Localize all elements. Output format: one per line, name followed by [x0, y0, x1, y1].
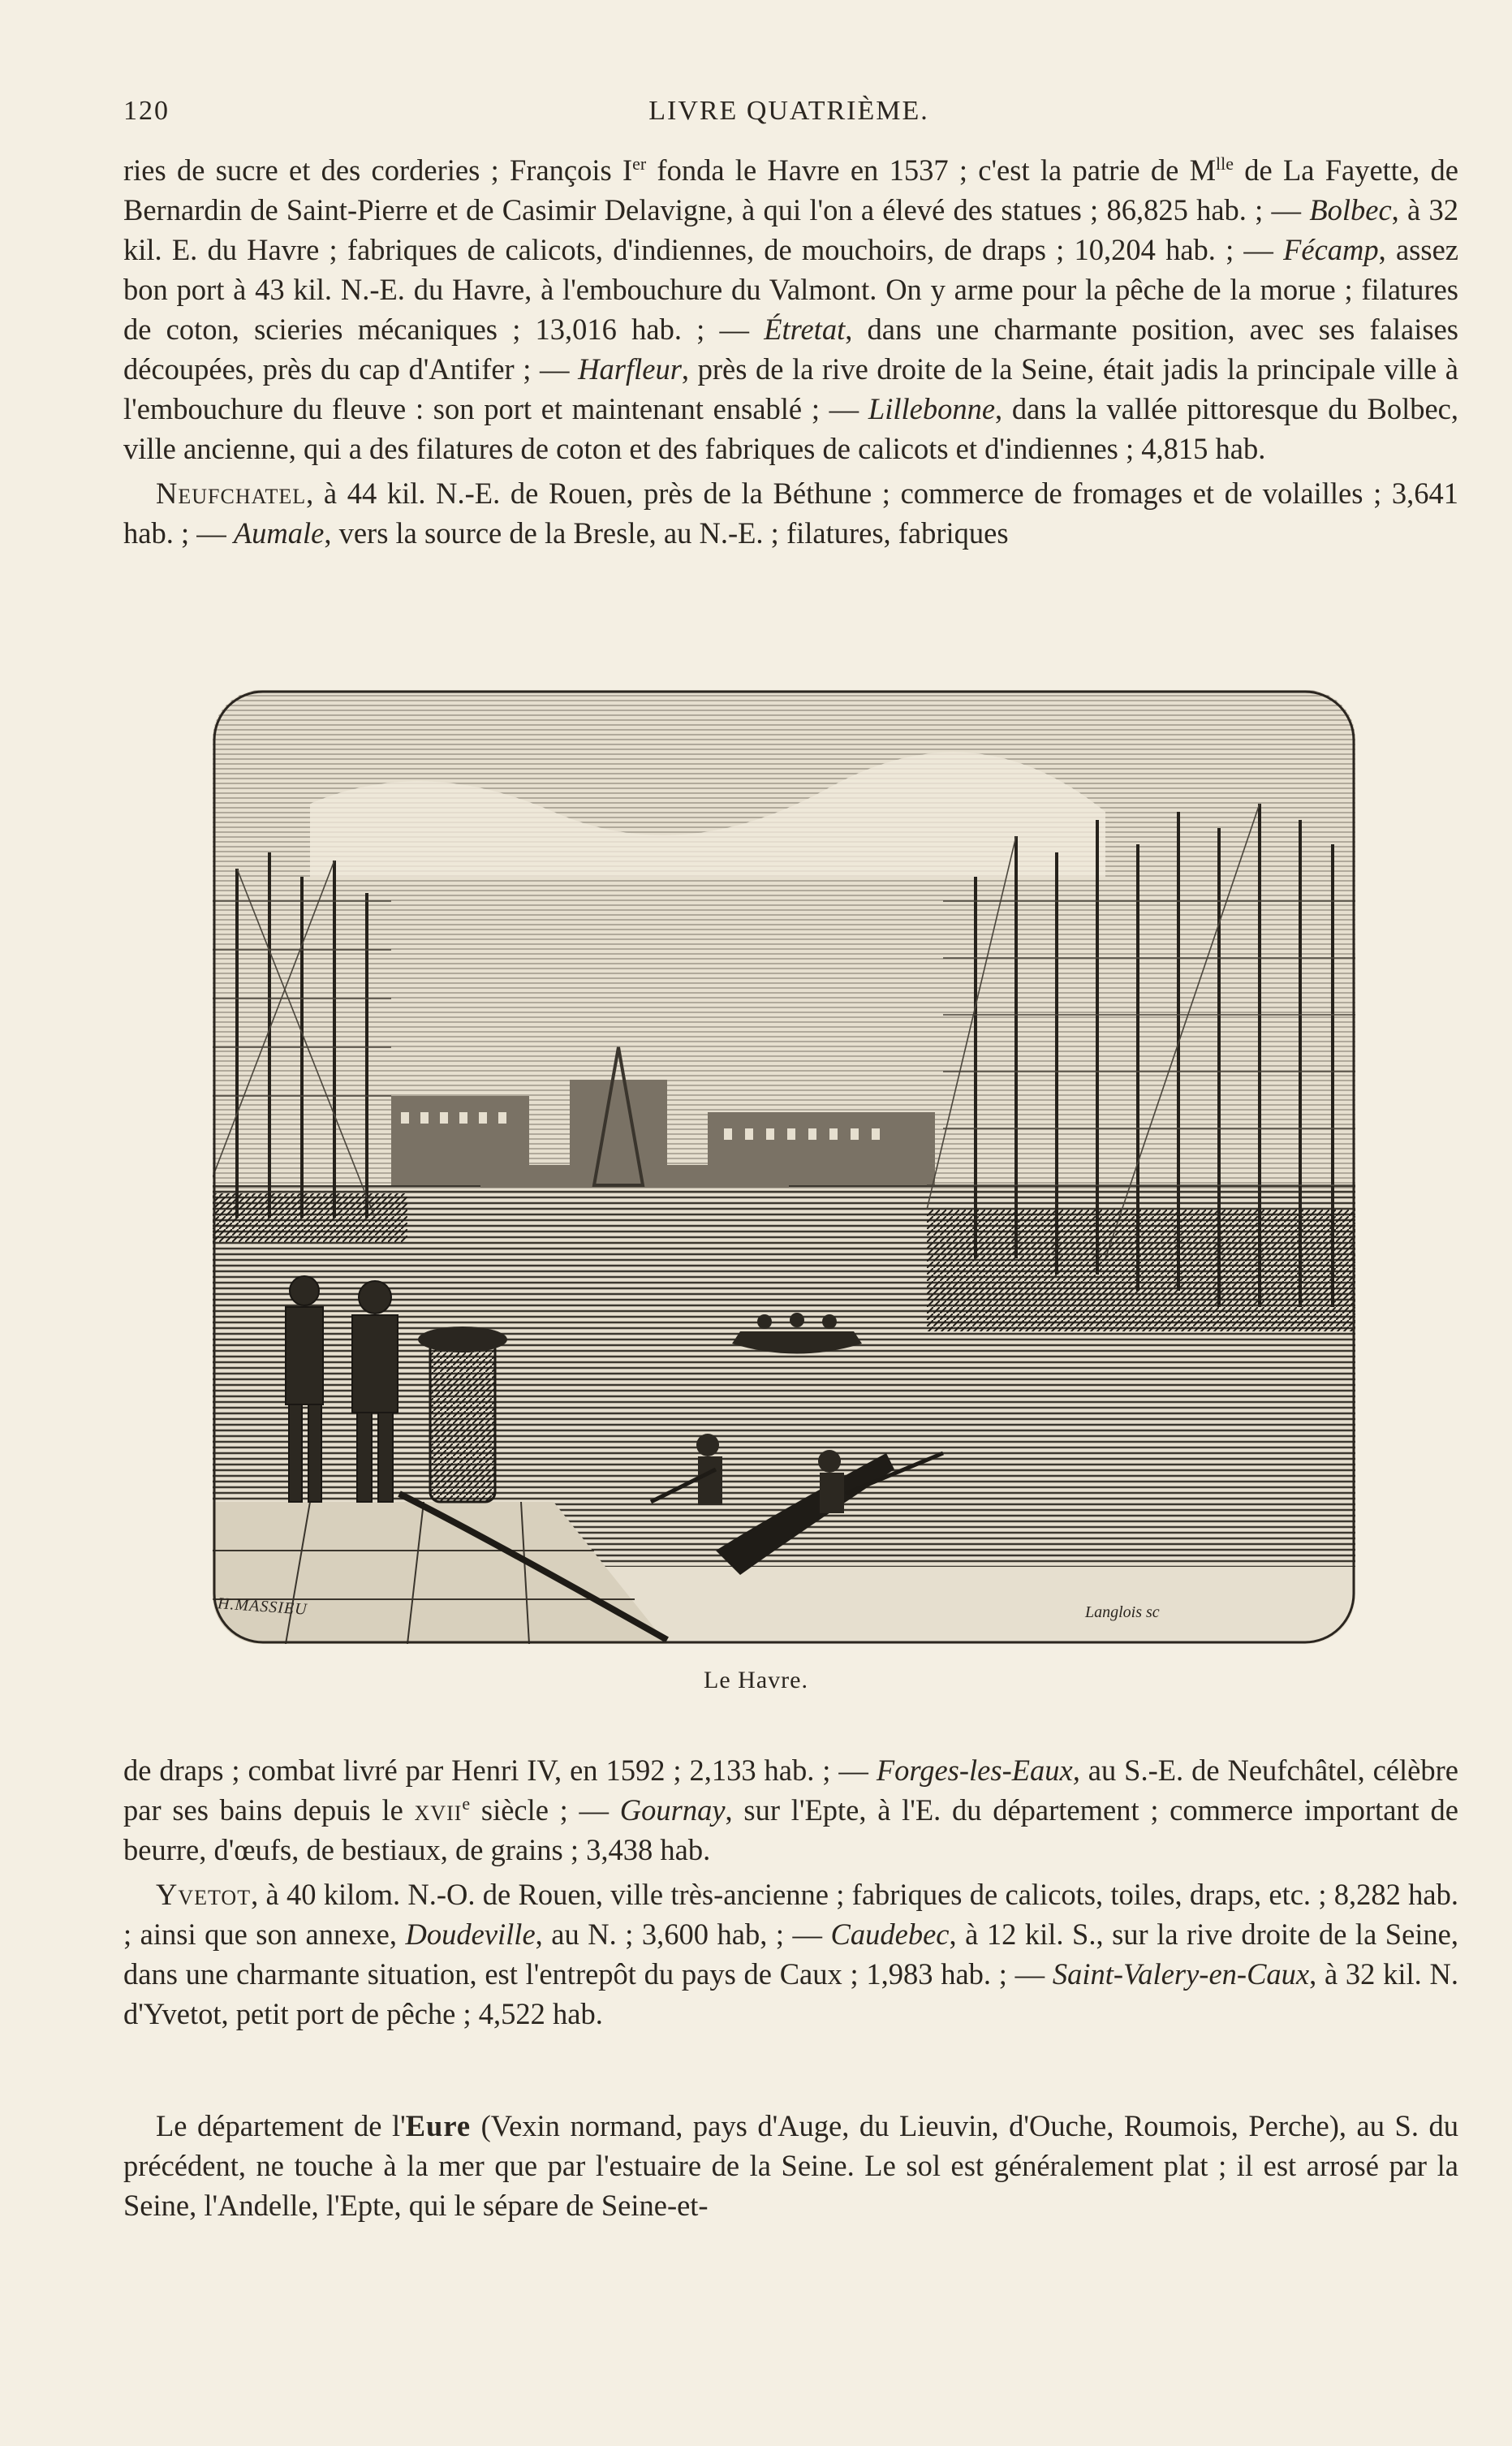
- place-caudebec: Caudebec: [830, 1918, 950, 1951]
- text-block-top: [123, 150, 1458, 553]
- paragraph-forges: [123, 1750, 1458, 1870]
- century-numeral: xvii: [414, 1793, 463, 1827]
- department-eure: Eure: [405, 2109, 472, 2142]
- place-neufchatel: Neufchatel: [156, 477, 307, 510]
- text-span: , près de la rive droite de la Seine, était jadis la principale ville à l'embouchure du fleuve : son port et maintenant ensablé ; —: [123, 352, 1458, 425]
- engraver-signature: Langlois sc: [1085, 1603, 1160, 1621]
- text-span: , assez bon port à 43 kil. N.-E. du Havre, à l'embouchure du Valmont. On y arme pour la pêche de la morue ; filatures de coton, scieries mécaniques ; 13,016 hab. ; —: [123, 233, 1458, 346]
- paragraph-neufchatel: [123, 473, 1458, 553]
- running-title: LIVRE QUATRIÈME.: [648, 96, 929, 126]
- text-span: , vers la source de la Bresle, au N.-E. ; filatures, fabriques: [324, 516, 1009, 550]
- text-span: siècle ; —: [470, 1793, 620, 1827]
- paragraph-le-havre: [123, 150, 1458, 468]
- place-saint-valery-en-caux: Saint-Valery-en-Caux: [1052, 1957, 1310, 1991]
- superscript: e: [462, 1792, 471, 1814]
- paragraph-yvetot: [123, 1874, 1458, 2034]
- place-aumale: Aumale: [233, 516, 325, 550]
- text-span: (Vexin normand, pays d'Auge, du Lieuvin, d'Ouche, Roumois, Perche), au S. du précédent, ne touche à la mer que par l'estuaire de la Seine. Le sol est généralement plat ; il est arrosé par la Seine, l'Andelle, l'Epte, qui le sépare de Seine-et-: [123, 2109, 1458, 2222]
- text-block-bottom: [123, 2106, 1458, 2225]
- place-yvetot: Yvetot: [156, 1878, 252, 1911]
- text-span: Le département de l': [156, 2109, 406, 2142]
- place-fecamp: Fécamp: [1283, 233, 1379, 266]
- place-lillebonne: Lillebonne: [868, 392, 996, 425]
- place-harfleur: Harfleur: [578, 352, 682, 386]
- text-span: , à 32 kil. E. du Havre ; fabriques de calicots, d'indiennes, de mouchoirs, de draps ; 10,204 hab. ; —: [123, 193, 1459, 266]
- place-etretat: Étretat: [764, 313, 846, 346]
- text-block-middle: [123, 1750, 1458, 2034]
- figure-caption: Le Havre.: [704, 1667, 808, 1693]
- text-span: , à 40 kilom. N.-O. de Rouen, ville très-ancienne ; fabriques de calicots, toiles, draps, etc. ; 8,282 hab. ; ainsi que son annexe,: [123, 1878, 1458, 1951]
- place-forges-les-eaux: Forges-les-Eaux,: [876, 1754, 1080, 1787]
- artist-signature: H.MASSIEU: [217, 1594, 308, 1619]
- text-span: , dans une charmante position, avec ses falaises découpées, près du cap d'Antifer ; —: [123, 313, 1458, 386]
- superscript: er: [632, 153, 647, 174]
- superscript: lle: [1216, 153, 1234, 174]
- text-span: , au N. ; 3,600 hab, ; —: [535, 1918, 831, 1951]
- place-gournay: Gournay: [619, 1793, 726, 1827]
- page-number: 120: [123, 96, 170, 126]
- paragraph-eure: [123, 2106, 1458, 2225]
- text-span: , dans la vallée pittoresque du Bolbec, ville ancienne, qui a des filatures de coton et des fabriques de calicots et d'indiennes ; 4,815 hab.: [123, 392, 1458, 465]
- place-doudeville: Doudeville: [405, 1918, 536, 1951]
- text-span: fonda le Havre en 1537 ; c'est la patrie de M: [646, 153, 1217, 187]
- text-span: , à 12 kil. S., sur la rive droite de la Seine, dans une charmante situation, est l'entrepôt du pays de Caux ; 1,983 hab. ; —: [123, 1918, 1458, 1991]
- harbor-illustration: [213, 690, 1355, 1644]
- text-span: , sur l'Epte, à l'E. du département ; commerce important de beurre, d'œufs, de bestiaux, de grains ; 3,438 hab.: [123, 1793, 1458, 1866]
- running-header: [123, 96, 1454, 136]
- text-span: , à 44 kil. N.-E. de Rouen, près de la Béthune ; commerce de fromages et de volailles ; 3,641 hab. ; —: [123, 477, 1458, 550]
- text-span: de La Fayette, de Bernardin de Saint-Pierre et de Casimir Delavigne, à qui l'on a élevé des statues ; 86,825 hab. ; —: [123, 153, 1458, 226]
- text-span: ries de sucre et des corderies ; François I: [123, 153, 633, 187]
- text-span: au S.-E. de Neufchâtel, célèbre par ses bains depuis le: [123, 1754, 1458, 1827]
- text-span: de draps ; combat livré par Henri IV, en 1592 ; 2,133 hab. ; —: [123, 1754, 877, 1787]
- place-bolbec: Bolbec: [1309, 193, 1392, 226]
- engraving-le-havre: [213, 690, 1355, 1644]
- text-span: , à 32 kil. N. d'Yvetot, petit port de pêche ; 4,522 hab.: [123, 1957, 1459, 2030]
